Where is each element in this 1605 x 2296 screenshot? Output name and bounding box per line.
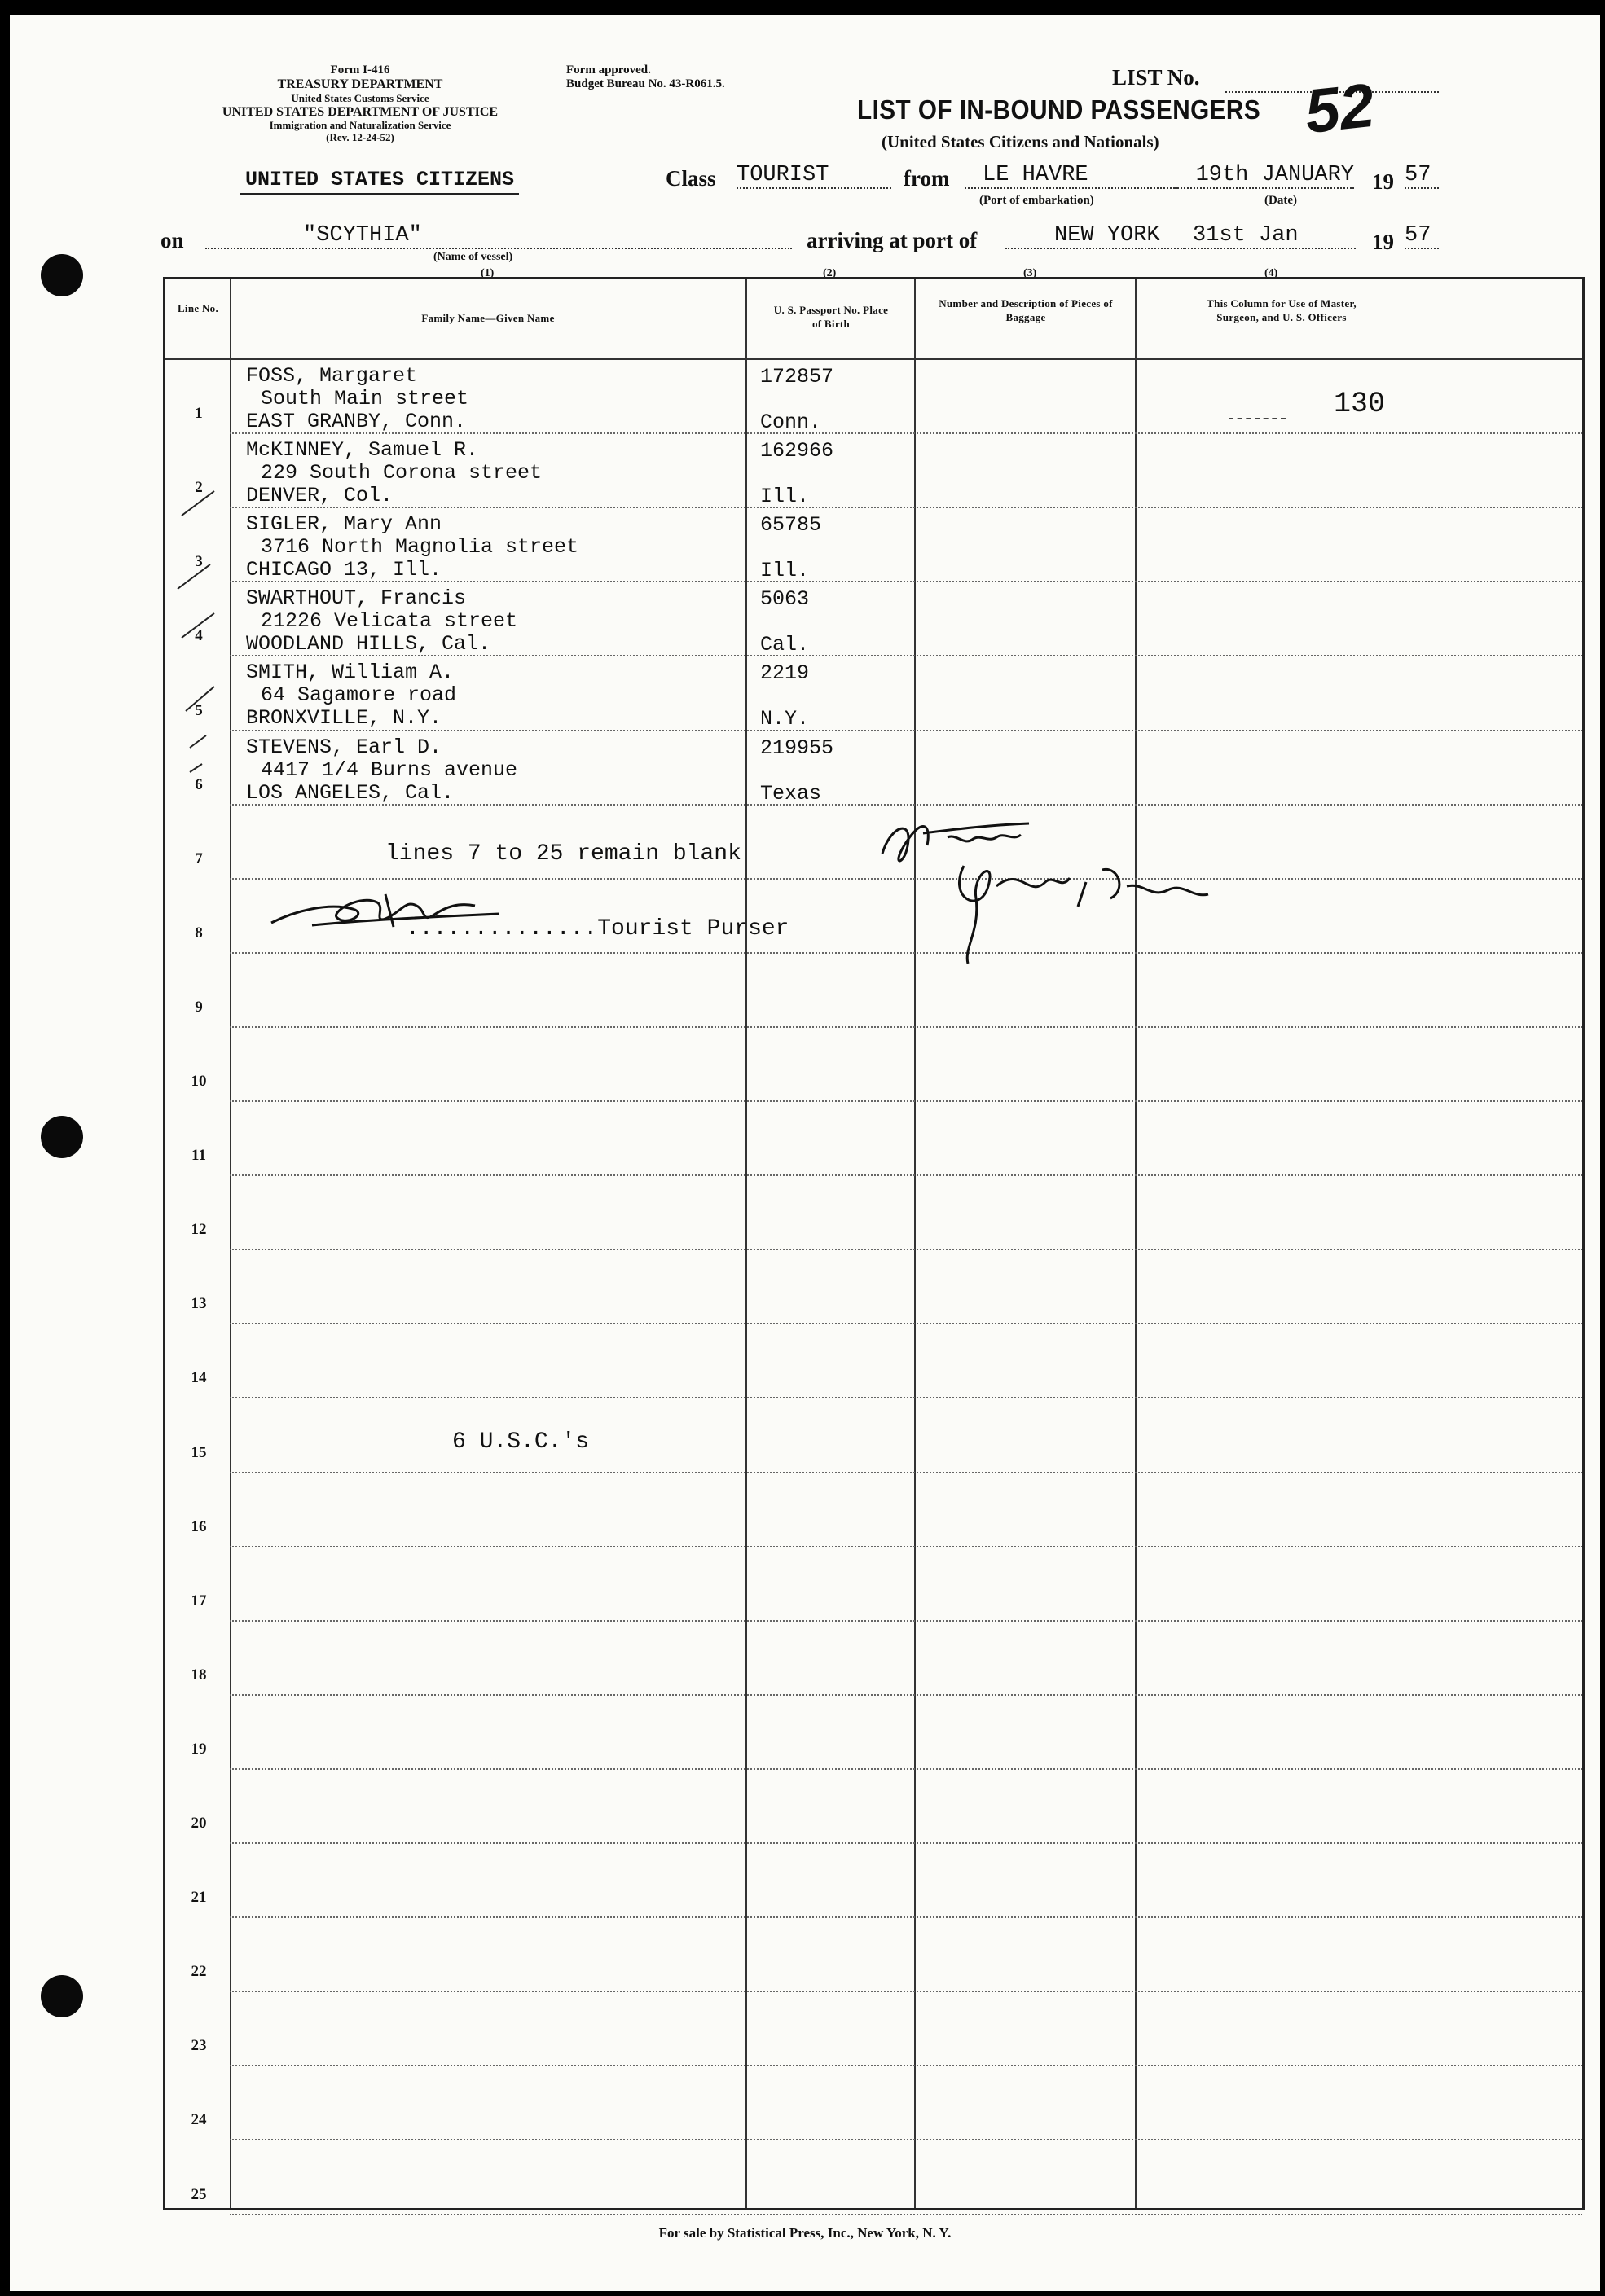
passenger-name: SWARTHOUT, Francis: [246, 586, 467, 611]
passenger-city: WOODLAND HILLS, Cal.: [246, 632, 491, 656]
line-number: 6: [195, 775, 203, 793]
passport-number: 172857: [760, 365, 834, 389]
count-note: 6 U.S.C.'s: [452, 1429, 590, 1455]
passenger-table: [163, 277, 1585, 2210]
line-number: 23: [191, 2037, 207, 2055]
document-subtitle: (United States Citizens and Nationals): [882, 132, 1159, 151]
publisher-footer: For sale by Statistical Press, Inc., New York, N. Y.: [658, 2225, 952, 2241]
passport-number: 2219: [760, 661, 810, 686]
customs-service: United States Customs Service: [291, 91, 429, 104]
table-row-line: [230, 2065, 1582, 2066]
punch-hole: [41, 254, 83, 296]
table-row-line: [230, 2214, 1582, 2215]
line-number: 19: [191, 1740, 207, 1758]
line-number: 7: [195, 849, 203, 867]
table-row-line: [230, 1249, 1582, 1250]
officer-mark: 130: [1334, 388, 1386, 420]
line-number: 3: [195, 553, 203, 571]
line-number: 9: [195, 998, 203, 1016]
arrival-year-prefix: 19: [1372, 230, 1394, 254]
place-of-birth: Ill.: [760, 559, 810, 583]
from-label: from: [904, 166, 950, 191]
passenger-city: LOS ANGELES, Cal.: [246, 780, 455, 805]
table-row-line: [230, 1397, 1582, 1398]
line-number: 5: [195, 701, 203, 719]
header-officers: This Column for Use of Master, Surgeon, and U. S. Officers: [1207, 297, 1357, 323]
revision: (Rev. 12-24-52): [326, 130, 394, 143]
line-number: 18: [191, 1666, 207, 1684]
table-row-line: [230, 1916, 1582, 1918]
line-number: 8: [195, 924, 203, 942]
table-row-line: [230, 1546, 1582, 1547]
document-title: LIST OF IN-BOUND PASSENGERS: [857, 94, 1261, 125]
passenger-city: EAST GRANBY, Conn.: [246, 410, 467, 433]
list-no-label: LIST No.: [1112, 65, 1200, 90]
line-number: 14: [191, 1369, 207, 1387]
year-suffix: 57: [1405, 163, 1439, 189]
class-label: Class: [666, 166, 716, 191]
passenger-name: SIGLER, Mary Ann: [246, 512, 442, 537]
table-row-line: [230, 1100, 1582, 1102]
table-row-line: [230, 1323, 1582, 1324]
justice-dept: UNITED STATES DEPARTMENT OF JUSTICE: [222, 104, 499, 119]
manifest-sheet: [10, 15, 1600, 2291]
passenger-name: FOSS, Margaret: [246, 364, 418, 388]
port-caption: (Port of embarkation): [979, 194, 1094, 207]
class-value: TOURIST: [737, 163, 891, 189]
arrival-port: NEW YORK: [1005, 223, 1185, 249]
treasury-dept: TREASURY DEPARTMENT: [277, 77, 443, 92]
column-number-1: (1): [481, 267, 495, 279]
table-row-line: [230, 1768, 1582, 1770]
line-number: 15: [191, 1443, 207, 1461]
passport-number: 162966: [760, 439, 834, 463]
category-label: UNITED STATES CITIZENS: [240, 168, 519, 195]
line-number: 1: [195, 405, 203, 423]
column-number-2: (2): [823, 267, 837, 279]
arriving-label: arriving at port of: [807, 228, 978, 252]
passenger-street: 64 Sagamore road: [261, 683, 457, 708]
vessel-name: "SCYTHIA": [205, 223, 792, 249]
list-no-value: 52: [1301, 70, 1378, 147]
column-divider: [914, 279, 916, 2208]
passport-number: 219955: [760, 735, 834, 760]
form-number: Form I-416: [330, 64, 390, 77]
place-of-birth: Ill.: [760, 485, 810, 509]
table-row-line: [230, 1991, 1582, 1992]
margin-checkmarks: [165, 442, 239, 784]
passenger-street: South Main street: [261, 387, 469, 410]
line-number: 12: [191, 1221, 207, 1239]
passenger-name: SMITH, William A.: [246, 661, 455, 685]
passenger-street: 21226 Velicata street: [261, 609, 518, 634]
officer-signature: [858, 809, 1233, 972]
line-number: 2: [195, 479, 203, 497]
passport-number: 65785: [760, 513, 822, 538]
line-number: 16: [191, 1517, 207, 1535]
arrival-date: 31st Jan: [1185, 223, 1356, 249]
punch-hole: [41, 1975, 83, 2017]
table-row-line: [230, 1842, 1582, 1844]
line-number: 24: [191, 2111, 207, 2129]
date-caption: (Date): [1264, 194, 1297, 207]
column-divider: [745, 279, 747, 2208]
header-line-no: Line No.: [177, 302, 219, 314]
table-row-line: [230, 507, 1582, 508]
vessel-caption: (Name of vessel): [433, 251, 513, 263]
on-label: on: [160, 228, 184, 252]
from-value: LE HAVRE: [965, 163, 1178, 189]
line-number: 17: [191, 1591, 207, 1609]
place-of-birth: Cal.: [760, 633, 810, 657]
line-number: 20: [191, 1815, 207, 1832]
table-row-line: [230, 2139, 1582, 2140]
line-number: 11: [191, 1147, 206, 1165]
form-header-left: [165, 64, 556, 144]
place-of-birth: Texas: [760, 781, 822, 806]
passenger-street: 229 South Corona street: [261, 461, 543, 485]
approval-block: [566, 64, 725, 92]
table-row-line: [230, 1694, 1582, 1696]
header-divider: [165, 358, 1582, 360]
form-approved: Form approved.: [566, 64, 651, 77]
passenger-city: BRONXVILLE, N.Y.: [246, 706, 442, 731]
table-row-line: [230, 1026, 1582, 1028]
place-of-birth: N.Y.: [760, 707, 810, 731]
passenger-city: DENVER, Col.: [246, 484, 394, 508]
arrival-year-suffix: 57: [1405, 223, 1439, 249]
passenger-name: McKINNEY, Samuel R.: [246, 438, 479, 463]
header-baggage: Number and Description of Pieces of Baggage: [939, 297, 1113, 323]
passenger-street: 3716 North Magnolia street: [261, 535, 579, 560]
departure-date: 19th JANUARY: [1175, 163, 1354, 189]
year-prefix: 19: [1372, 169, 1394, 194]
table-row-line: [230, 1174, 1582, 1176]
line-number: 10: [191, 1073, 207, 1090]
punch-hole: [41, 1116, 83, 1158]
line-number: 13: [191, 1295, 207, 1313]
blank-lines-note: lines 7 to 25 remain blank: [385, 841, 741, 867]
place-of-birth: Conn.: [760, 410, 822, 434]
line-number: 4: [195, 627, 203, 645]
table-row-line: [230, 1472, 1582, 1473]
line-number: 25: [191, 2185, 207, 2203]
header-name: Family Name—Given Name: [421, 312, 555, 324]
budget-bureau: Budget Bureau No. 43-R061.5.: [566, 77, 725, 91]
header-passport: U. S. Passport No. Place of Birth: [773, 304, 889, 330]
passenger-name: STEVENS, Earl D.: [246, 735, 442, 759]
column-number-4: (4): [1264, 267, 1278, 279]
purser-signature: [263, 878, 508, 935]
table-row-line: [230, 1620, 1582, 1622]
line-number: 22: [191, 1963, 207, 1981]
column-divider: [1135, 279, 1137, 2208]
purser-line: ..............Tourist Purser: [406, 916, 789, 942]
passport-number: 5063: [760, 587, 810, 612]
officer-dash: [1229, 418, 1286, 419]
passenger-city: CHICAGO 13, Ill.: [246, 558, 442, 582]
passenger-street: 4417 1/4 Burns avenue: [261, 757, 518, 782]
line-number: 21: [191, 1889, 207, 1907]
column-number-3: (3): [1023, 267, 1037, 279]
ins-service: Immigration and Naturalization Service: [269, 118, 451, 131]
